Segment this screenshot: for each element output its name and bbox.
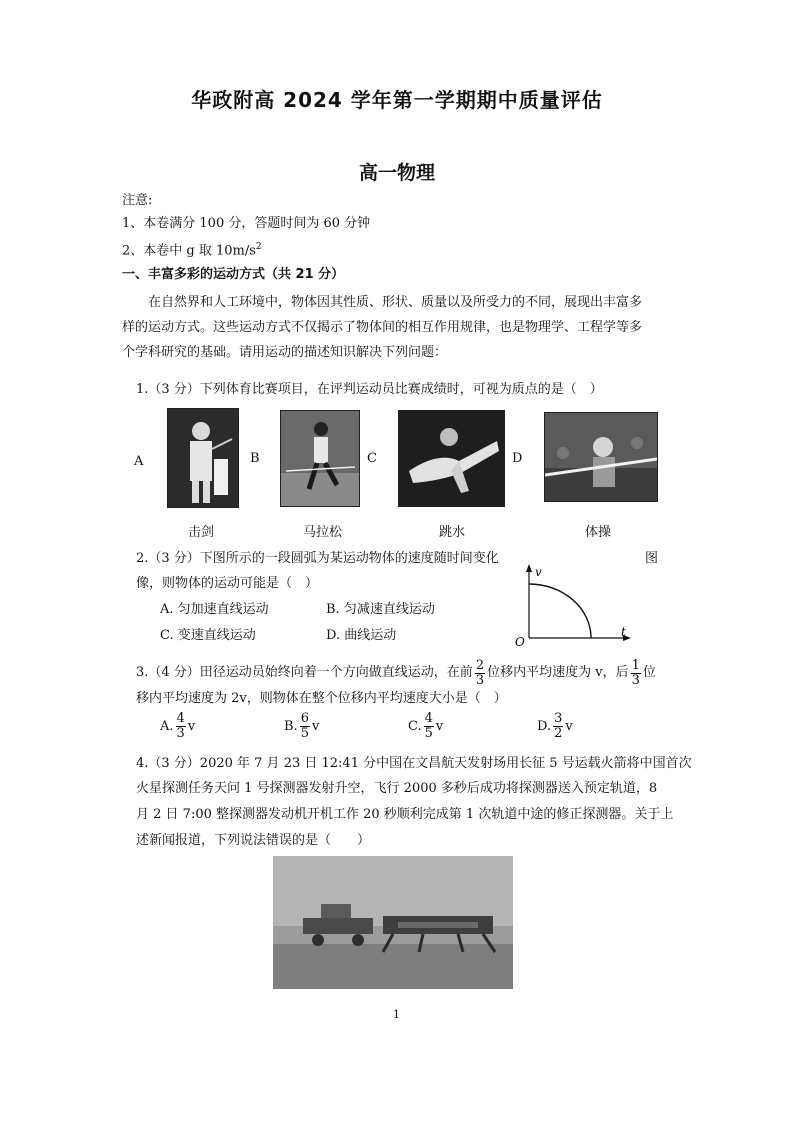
subject-title: 高一物理 xyxy=(358,162,435,184)
question-4-line-2: 火星探测任务天问 1 号探测器发射升空，飞行 2000 多秒后成功将探测器送入预定轨道，8 xyxy=(136,781,658,796)
notice-heading: 注意: xyxy=(122,193,153,208)
v-axis-arrow xyxy=(526,564,532,572)
q1-caption-fencing: 击剑 xyxy=(188,525,215,540)
q1-option-d-letter: D xyxy=(512,451,523,466)
t-label: t xyxy=(621,625,626,639)
q1-option-b-letter: B xyxy=(250,451,260,466)
q3-option-a: A. $\frac{4}{3}$ v xyxy=(160,711,196,741)
v-label: v xyxy=(535,565,542,579)
gymnastics-photo xyxy=(544,412,658,502)
q1-caption-marathon: 马拉松 xyxy=(303,525,343,540)
question-2-stem-2: 像，则物体的运动可能是（ ） xyxy=(136,576,319,591)
notice-item-2: 2、本卷中 g 取 $10m/s^2$ xyxy=(122,242,262,259)
question-4-line-1: 4.（3 分）2020 年 7 月 23 日 12:41 分中国在文昌航天发射场用长征 5 号运载火箭将中国首次 xyxy=(136,756,692,771)
section-1-intro-2: 样的运动方式。这些运动方式不仅揭示了物体间的相互作用规律，也是物理学、工程学等多 xyxy=(122,320,643,335)
q1-caption-gymnastics: 体操 xyxy=(585,525,612,540)
fencing-photo xyxy=(167,408,239,508)
q2-option-d: D. 曲线运动 xyxy=(326,628,397,643)
mars-lander-photo xyxy=(273,856,513,989)
runner-figure-icon xyxy=(281,411,359,506)
gymnast-figure-icon xyxy=(545,413,657,501)
page-number: 1 xyxy=(393,1008,400,1021)
exam-title: 华政附高 2024 学年第一学期期中质量评估 xyxy=(191,88,603,112)
q1-option-c-letter: C xyxy=(367,451,377,466)
fencing-figure-icon xyxy=(168,409,238,507)
question-1-stem: 1.（3 分）下列体育比赛项目，在评判运动员比赛成绩时，可视为质点的是（ ） xyxy=(136,382,603,397)
question-4-line-3: 月 2 日 7:00 整探测器发动机开机工作 20 秒顺利完成第 1 次轨道中途的修正探测器。关于上 xyxy=(136,807,674,822)
velocity-arc xyxy=(529,584,591,638)
lander-rover-icon xyxy=(273,856,513,989)
question-4-line-4: 述新闻报道，下列说法错误的是（ ） xyxy=(136,833,371,848)
diver-figure-icon xyxy=(399,411,504,506)
q2-option-b: B. 匀减速直线运动 xyxy=(326,602,435,617)
q1-option-a-letter: A xyxy=(134,454,144,469)
question-2-stem-1: 2.（3 分）下图所示的一段圆弧为某运动物体的速度随时间变化 xyxy=(136,551,499,566)
question-3-stem-1: 3.（4 分）田径运动员始终向着一个方向做直线运动，在前 $\frac{2}{3}$ 位移内平均速度为 v，后 $\frac{1}{3}$ 位 xyxy=(136,657,656,688)
q2-option-c: C. 变速直线运动 xyxy=(160,628,256,643)
notice-item-1: 1、本卷满分 100 分，答题时间为 60 分钟 xyxy=(122,216,371,231)
velocity-time-graph xyxy=(505,562,635,647)
section-1-intro-1: 在自然界和人工环境中，物体因其性质、形状、质量以及所受力的不同，展现出丰富多 xyxy=(148,295,643,310)
origin-label: O xyxy=(515,635,525,647)
section-1-heading: 一、丰富多彩的运动方式（共 21 分） xyxy=(122,267,345,282)
question-3-stem-2: 移内平均速度为 2v，则物体在整个位移内平均速度大小是（ ） xyxy=(136,691,507,706)
question-2-stem-1-end: 图 xyxy=(645,551,659,566)
section-1-intro-3: 个学科研究的基础。请用运动的描述知识解决下列问题： xyxy=(122,345,448,360)
marathon-photo xyxy=(280,410,360,507)
q1-caption-diving: 跳水 xyxy=(439,525,466,540)
q3-option-b: B. $\frac{6}{5}$ v xyxy=(284,711,320,741)
q3-option-d: D. $\frac{3}{2}$ v xyxy=(537,711,573,741)
diving-photo xyxy=(398,410,505,507)
q2-option-a: A. 匀加速直线运动 xyxy=(160,602,269,617)
q3-option-c: C. $\frac{4}{5}$ v xyxy=(408,711,444,741)
